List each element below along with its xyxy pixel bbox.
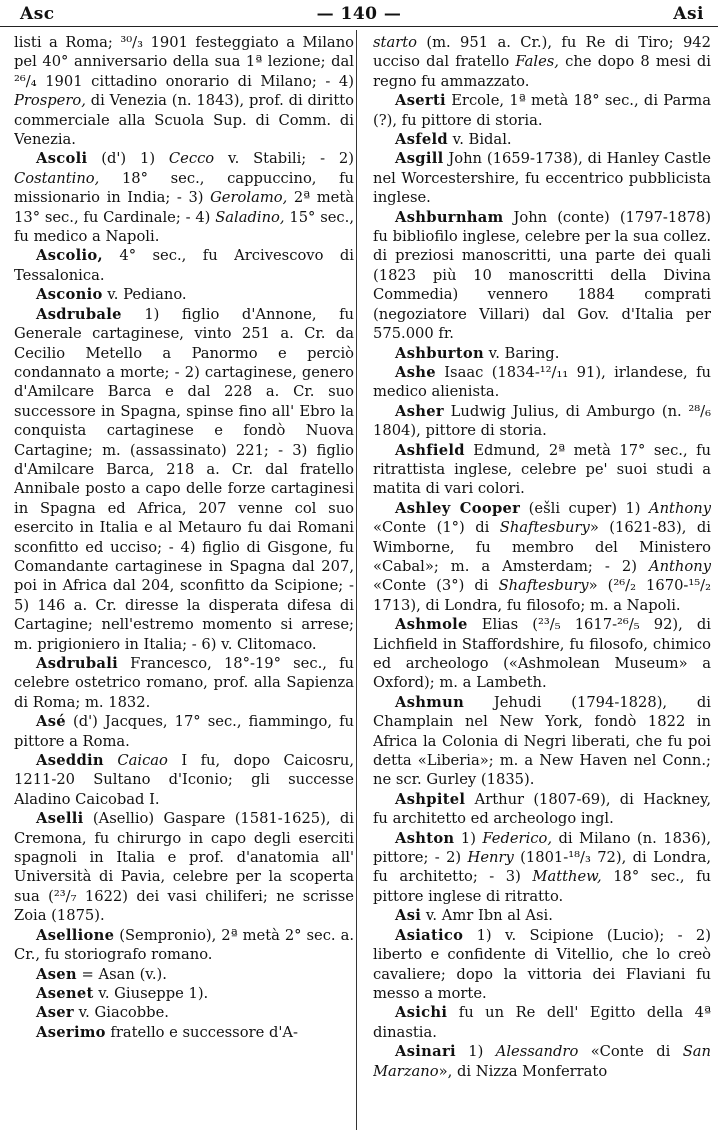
entry-headword: Asellione	[36, 926, 115, 944]
entry-headword: Asenet	[36, 984, 94, 1002]
entry-italic-name: Caicao	[117, 752, 168, 770]
entry-text: (m. 951 a. Cr.), fu Re di Tiro; 942 ucciso dal fratello	[373, 34, 711, 71]
dictionary-entry	[373, 1042, 711, 1081]
entry-text: di Venezia (n. 1843), prof. di diritto commerciale alla Scuola Sup. di Comm. di Venezia.	[14, 92, 354, 149]
entry-headword: Aseddin	[36, 752, 104, 770]
dictionary-entry	[14, 246, 354, 285]
dictionary-entry	[373, 615, 711, 693]
entry-headword: Asiatico	[395, 926, 464, 944]
entry-text: 18° sec., fu pittore inglese di ritratto.	[373, 868, 711, 905]
entry-headword: Asdrubale	[36, 305, 122, 323]
entry-italic-name: Federico,	[482, 829, 553, 847]
entry-headword: Aserimo	[36, 1023, 106, 1041]
dictionary-entry	[373, 693, 711, 790]
entry-italic-name: Matthew,	[532, 868, 602, 886]
entry-text: John (conte) (1797-1878) fu bibliofilo inglese, celebre per la sua collez. di preziosi manoscritti, una parte dei quali (1823 più 10 manoscritti della Divina Commedia) vennero 1884 comprati (negoziatore Villari) dal Gov. d'Italia per 575.000 fr.	[373, 208, 711, 343]
entry-headword: Ashley Cooper	[395, 499, 521, 517]
entry-headword: Asichi	[395, 1004, 448, 1022]
running-head-right: Asi	[673, 4, 704, 24]
entry-headword: Asi	[395, 907, 422, 925]
entry-text: (d') Jacques, 17° sec., fiammingo, fu pittore a Roma.	[14, 713, 354, 750]
dictionary-entry	[373, 790, 711, 829]
right-column	[373, 33, 711, 1133]
dictionary-entry	[14, 712, 354, 751]
entry-text: «Conte (1°) di	[373, 519, 500, 537]
entry-text: John (1659-1738), di Hanley Castle nel Worcestershire, fu eccentrico pubblicista inglese.	[373, 150, 711, 207]
dictionary-entry	[373, 33, 711, 91]
dictionary-entry	[373, 441, 711, 499]
entry-text: », di Nizza Monferrato	[438, 1062, 608, 1080]
dictionary-entry	[373, 402, 711, 441]
entry-headword: Ashfield	[395, 441, 465, 459]
entry-text: (Asellio) Gaspare (1581-1625), di Cremona, fu chirurgo in capo degli eserciti spagnoli in Italia e prof. d'anatomia all' Università di Pavia, celebre per la scoperta sua (²³/₇ 1622) dei vasi chiliferi; ne scrisse Zoia (1875).	[14, 810, 354, 925]
entry-headword: Ashmole	[395, 616, 468, 634]
entry-text	[104, 752, 117, 769]
entry-italic-name: Henry	[467, 849, 514, 867]
entry-headword: Asconio	[36, 286, 103, 304]
entry-text: fu un Re dell' Egitto della 4ª dinastia.	[373, 1004, 711, 1041]
dictionary-entry	[373, 1003, 711, 1042]
entry-text: Ercole, 1ª metà 18° sec., di Parma (?), fu pittore di storia.	[373, 92, 711, 129]
entry-italic-name: Anthony	[648, 499, 711, 517]
entry-text: «Conte (3°) di	[373, 577, 499, 595]
entry-text: I fu, dopo Caicosru, 1211-20 Sultano d'Iconio; gli successe Aladino Caicobad I.	[14, 752, 354, 808]
entry-headword: Ashpitel	[395, 790, 466, 808]
dictionary-entry	[14, 149, 354, 246]
entry-headword: Asen	[36, 965, 77, 983]
dictionary-entry	[14, 965, 354, 984]
entry-headword: Ashburton	[395, 344, 484, 362]
entry-text: «Conte di	[578, 1043, 683, 1061]
entry-headword: Asgill	[395, 150, 444, 168]
entry-text: 1) v. Scipione (Lucio); - 2) liberto e confidente di Vitellio, che lo creò cavaliere; dopo la vittoria dei Flaviani fu messo a morte.	[373, 926, 711, 1002]
entry-text: (Sempronio), 2ª metà 2° sec. a. Cr., fu storiografo romano.	[14, 926, 354, 964]
entry-headword: Aser	[36, 1004, 74, 1022]
entry-text: v. Giacobbe.	[73, 1004, 169, 1022]
page-header	[0, 0, 718, 27]
dictionary-entry	[373, 906, 711, 925]
entry-headword: Ascoli	[36, 150, 88, 168]
dictionary-entry	[373, 130, 711, 149]
entry-italic-name: Cecco	[168, 150, 215, 168]
dictionary-entry	[14, 751, 354, 809]
entry-headword: Ashe	[395, 363, 436, 381]
entry-headword: Ashmun	[395, 693, 465, 711]
entry-text: di Milano (n. 1836), pittore; - 2)	[373, 829, 711, 867]
entry-italic-name: Alessandro	[495, 1043, 579, 1061]
dictionary-entry	[14, 305, 354, 654]
dictionary-entry	[14, 984, 354, 1003]
entry-text: v. Stabili; - 2)	[214, 150, 354, 168]
entry-text: v. Amr Ibn al Asi.	[421, 907, 553, 925]
entry-text: v. Bidal.	[447, 131, 512, 149]
running-head-left: Asc	[20, 4, 55, 24]
entry-headword: Aserti	[395, 92, 446, 110]
entry-text: » (²⁶/₂ 1670-¹⁵/₂ 1713), di Londra, fu filosofo; m. a Napoli.	[373, 577, 711, 614]
dictionary-entry	[14, 1003, 354, 1022]
dictionary-entry	[373, 208, 711, 344]
entry-headword: Ashburnham	[395, 208, 504, 226]
left-column	[14, 33, 354, 1133]
entry-text: fratello e successore d'A-	[105, 1023, 298, 1041]
entry-text: 18° sec., cappuccino, fu missionario in India; - 3)	[14, 169, 354, 207]
entry-italic-name: Shaftesbury	[498, 577, 589, 595]
entry-headword: Asé	[36, 713, 66, 731]
entry-text: 1)	[454, 829, 483, 847]
dictionary-entry	[373, 499, 711, 615]
entry-text: = Asan (v.).	[76, 965, 167, 983]
dictionary-entry	[373, 149, 711, 207]
entry-headword: Asfeld	[395, 131, 448, 149]
dictionary-entry	[14, 809, 354, 925]
page-number: — 140 —	[316, 4, 402, 24]
entry-text: Edmund, 2ª metà 17° sec., fu ritrattista inglese, celebre pe' suoi studi a matita di vari colori.	[373, 441, 711, 498]
entry-italic-name: starto	[373, 34, 417, 51]
dictionary-entry	[373, 363, 711, 402]
entry-text: v. Giuseppe 1).	[93, 984, 209, 1002]
entry-text: v. Pediano.	[102, 286, 187, 304]
entry-text: 1)	[455, 1043, 496, 1061]
column-divider	[356, 30, 357, 1130]
entry-italic-name: Fales,	[515, 53, 559, 71]
entry-text: che dopo 8 mesi di regno fu ammazzato.	[373, 53, 711, 90]
entry-text: Arthur (1807-69), di Hackney, fu architetto ed archeologo ingl.	[373, 790, 711, 828]
entry-text: 4° sec., fu Arcivescovo di Tessalonica.	[14, 247, 354, 284]
entry-text: (ešli cuper) 1)	[520, 499, 649, 517]
dictionary-entry	[373, 926, 711, 1004]
entry-italic-name: Costantino,	[14, 169, 100, 187]
entry-text: Isaac (1834-¹²/₁₁ 91), irlandese, fu medico alienista.	[373, 363, 711, 401]
entry-text: Elias (²³/₅ 1617-²⁶/₅ 92), di Lichfield in Staffordshire, fu filosofo, chimico ed archeologo («Ashmolean Museum» a Oxford); m. a Lambeth.	[373, 616, 711, 692]
dictionary-entry	[14, 285, 354, 304]
entry-text: listi a Roma; ³⁰/₃ 1901 festeggiato a Milano pel 40° anniversario della sua 1ª lezione; dal ²⁶/₄ 1901 cittadino onorario di Milano; - 4)	[14, 34, 354, 90]
dictionary-entry	[14, 1023, 354, 1042]
dictionary-entry	[14, 33, 354, 149]
dictionary-entry	[14, 926, 354, 965]
entry-italic-name: Gerolamo,	[210, 189, 288, 207]
entry-headword: Asher	[395, 402, 444, 420]
dictionary-entry	[373, 91, 711, 130]
entry-text: Ludwig Julius, di Amburgo (n. ²⁸/₆ 1804), pittore di storia.	[373, 402, 711, 440]
entry-italic-name: Saladino,	[215, 208, 285, 226]
dictionary-entry	[373, 829, 711, 907]
entry-text: 15° sec., fu medico a Napoli.	[14, 208, 354, 246]
entry-italic-name: Prospero,	[14, 92, 86, 110]
entry-headword: Ashton	[395, 829, 455, 847]
entry-text: v. Baring.	[484, 344, 560, 362]
entry-text: (d') 1)	[87, 150, 169, 168]
entry-text: Jehudi (1794-1828), di Champlain nel New York, fondò 1822 in Africa la Colonia di Negri liberati, che fu poi detta «Liberia»; m. a New Haven nel Conn.; ne scr. Gurley (1835).	[373, 693, 711, 789]
entry-headword: Asdrubali	[36, 655, 118, 672]
entry-text: (1801-¹⁸/₃ 72), di Londra, fu architetto; - 3)	[373, 849, 711, 886]
entry-headword: Asinari	[395, 1043, 456, 1061]
entry-text: 2ª metà 13° sec., fu Cardinale; - 4)	[14, 189, 354, 226]
entry-text: » (1621-83), di Wimborne, fu membro del Ministero «Cabal»; m. a Amsterdam; - 2)	[373, 519, 711, 575]
dictionary-entry	[14, 654, 354, 712]
dictionary-entry	[373, 344, 711, 363]
entry-italic-name: Shaftesbury	[499, 519, 590, 537]
entry-italic-name: Anthony	[648, 557, 711, 575]
entry-headword: Ascolio,	[36, 247, 103, 265]
entry-text: Francesco, 18°-19° sec., fu celebre ostetrico romano, prof. alla Sapienza di Roma; m. 1832.	[14, 655, 354, 711]
entry-headword: Aselli	[36, 810, 84, 828]
entry-italic-name: San Marzano	[373, 1043, 711, 1080]
entry-text: 1) figlio d'Annone, fu Generale cartaginese, vinto 251 a. Cr. da Cecilio Metello a Panormo e perciò condannato a morte; - 2) cartaginese, genero d'Amilcare Barca e dal 228 a. Cr. suo successore in Spagna, spinse fino all' Ebro la conquista cartaginese e fondò Nuova Cartagine; m. (assassinato) 221; - 3) figlio d'Amilcare Barca, 218 a. Cr. dal fratello Annibale posto a capo delle forze cartaginesi in Spagna ed Africa, 207 venne col suo esercito in Italia e al Metauro fu dai Romani sconfitto ed ucciso; - 4) figlio di Gisgone, fu Comandante cartaginese in Spagna dal 207, poi in Africa dal 204, sconfitto da Scipione; - 5) 146 a. Cr. diresse la disperata difesa di Cartagine; nell'estremo momento si arrese; m. prigioniero in Italia; - 6) v. Clitomaco.	[14, 305, 354, 653]
